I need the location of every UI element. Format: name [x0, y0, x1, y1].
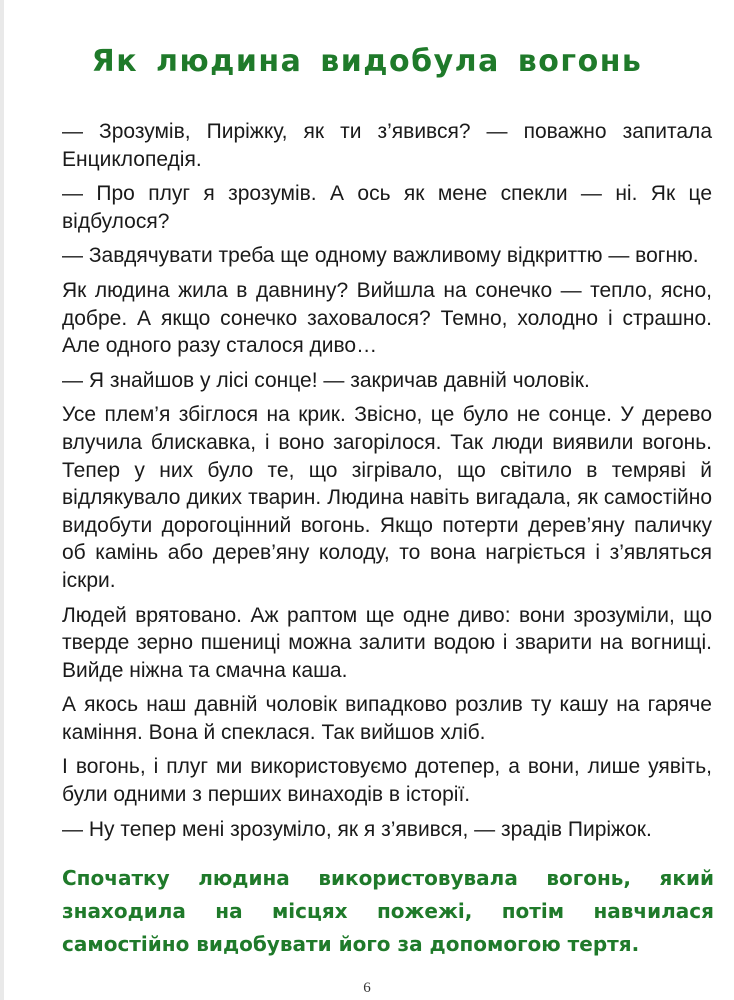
- paragraph: Усе плем’я збіглося на крик. Звісно, це було не сонце. У дерево влучила блискавка, і воно загорілося. Так люди виявили вогонь. Тепер у них було те, що зігрівало, що світило в темряві й відлякувало диких тварин. Людина навіть вигадала, як самостійно видобути дорогоцінний вогонь. Якщо потерти дерев’яну паличку об камінь або дерев’яну колоду, то вона нагріється і з’являться іскри.: [62, 403, 712, 592]
- page-number: 6: [363, 980, 371, 996]
- story-text: [62, 118, 712, 850]
- page-title: Як людина видобула вогонь: [91, 44, 643, 79]
- summary-text: Спочатку людина використовувала вогонь, який знаходила на місцях пожежі, потім навчилася самостійно видобувати його за допомогою тертя.: [62, 866, 714, 956]
- paragraph: — Завдячувати треба ще одному важливому відкриттю — вогню.: [62, 244, 699, 268]
- paragraph: А якось наш давній чоловік випадково розлив ту кашу на гаряче каміння. Вона й спеклася. Так вийшов хліб.: [62, 693, 712, 744]
- page-edge: [0, 0, 4, 1000]
- paragraph: Людей врятовано. Аж раптом ще одне диво: вони зрозуміли, що тверде зерно пшениці можна залити водою і зварити на вогнищі. Вийде ніжна та смачна каша.: [62, 603, 712, 682]
- paragraph: — Зрозумів, Пиріжку, як ти з’явився? — поважно запитала Енциклопедія.: [62, 120, 712, 171]
- paragraph: Як людина жила в давнину? Вийшла на сонечко — тепло, ясно, добре. А якщо сонечко заховалося? Темно, холодно і страшно. Але одного разу сталося диво…: [62, 278, 712, 358]
- paragraph: — Я знайшов у лісі сонце! — закричав давній чоловік.: [62, 368, 590, 392]
- paragraph: — Ну тепер мені зрозуміло, як я з’явився, — зрадів Пиріжок.: [62, 817, 652, 841]
- paragraph: І вогонь, і плуг ми використовуємо дотепер, а вони, лише уявіть, були одними з перших винаходів в історії.: [62, 755, 712, 807]
- paragraph: — Про плуг я зрозумів. А ось як мене спекли — ні. Як це відбулося?: [62, 182, 712, 233]
